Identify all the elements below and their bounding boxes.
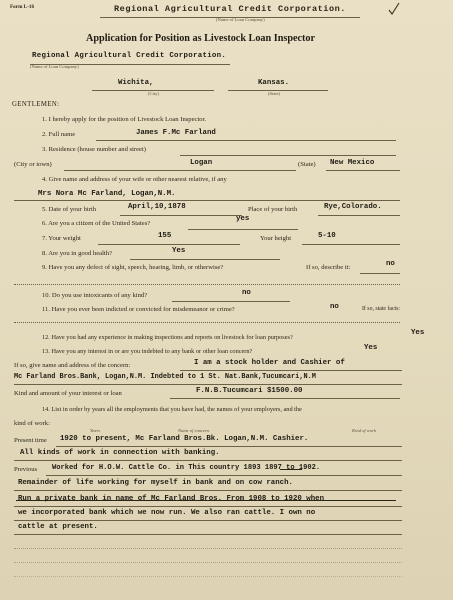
birth-date-value: April,10,1878	[128, 203, 186, 211]
birth-place-value: Rye,Colorado.	[324, 203, 382, 211]
previous-employment-value: Worked for H.O.W. Cattle Co. in This country 1893 1897 to 1902.	[52, 464, 321, 472]
col-kind: Kind of work	[352, 428, 376, 433]
citizen-value: yes	[236, 215, 250, 223]
company-name-caption: (Name of Loan Company)	[216, 17, 265, 22]
q14-label: 14. List in order by years all the employments that you have had, the names of your employers, and the	[42, 406, 302, 413]
health-value: Yes	[172, 247, 186, 255]
q8-label: 8. Are you in good health?	[42, 250, 112, 257]
company-typed-caption: (Name of Loan Company)	[30, 64, 79, 69]
q9-describe-label: If so, describe it:	[306, 264, 351, 271]
interest-kind-value: F.N.B.Tucumcari $1500.00	[196, 387, 303, 395]
weight-value: 155	[158, 232, 172, 240]
employment-line-5: Run a private bank in name of Mc Farland Bros. From 1908 to 1920 when	[18, 495, 325, 503]
company-name-print: Regional Agricultural Credit Corporation.	[114, 4, 346, 14]
defect-value: no	[386, 260, 395, 268]
employment-line-7: cattle at present.	[18, 523, 98, 531]
col-years: Years	[90, 428, 101, 433]
employment-line-2: All kinds of work in connection with banking.	[20, 449, 220, 457]
q12-label: 12. Have you had any experience in making inspections and reports on livestock for loan purposes?	[42, 334, 293, 341]
q14-label-cont: kind of work:	[14, 420, 50, 427]
company-name-typed: Regional Agricultural Credit Corporation.	[32, 52, 227, 60]
experience-value: Yes	[411, 329, 425, 337]
form-title: Application for Position as Livestock Loan Inspector	[86, 33, 316, 44]
q13-label: 13. Have you any interest in or are you indebted to any bank or other loan concern?	[42, 348, 253, 355]
residence-state-value: New Mexico	[330, 159, 375, 167]
q11-label: 11. Have you ever been indicted or convicted for misdemeanor or crime?	[42, 306, 235, 313]
full-name-value: James F.Mc Farland	[136, 129, 216, 137]
state-value: Kansas.	[258, 79, 290, 87]
previous-label: Previous	[14, 466, 38, 473]
q9-label: 9. Have you any defect of sight, speech, hearing, limb, or otherwise?	[42, 264, 224, 271]
q4-label: 4. Give name and address of your wife or other nearest relative, if any	[42, 176, 227, 183]
residence-city-value: Logan	[190, 159, 213, 167]
salutation: GENTLEMEN:	[12, 101, 60, 108]
intoxicants-value: no	[242, 289, 251, 297]
convicted-value: no	[330, 303, 339, 311]
q5-place-label: Place of your birth	[248, 206, 298, 213]
concern-value-line2: Mc Farland Bros.Bank, Logan,N.M. Indebted to 1 St. Nat.Bank,Tucumcari,N.M	[14, 373, 316, 381]
q11-state-facts: If so, state facts:	[362, 306, 400, 312]
q6-label: 6. Are you a citizen of the United States?	[42, 220, 151, 227]
q13-kind-label: Kind and amount of your interest or loan	[14, 390, 122, 397]
present-time-label: Present time	[14, 437, 47, 444]
employment-line-4: Remainder of life working for myself in bank and on cow ranch.	[18, 479, 293, 487]
q5-label: 5. Date of your birth	[42, 206, 97, 213]
concern-value-line1: I am a stock holder and Cashier of	[194, 359, 345, 367]
q7-height-label: Your height	[260, 235, 292, 242]
height-value: 5-10	[318, 232, 336, 240]
q3-state-label: (State)	[298, 161, 316, 168]
q1-label: 1. I hereby apply for the position of Livestock Loan Inspector.	[42, 116, 207, 123]
q3-city-label: (City or town)	[14, 161, 52, 168]
q10-label: 10. Do you use intoxicants of any kind?	[42, 292, 148, 299]
relative-value: Mrs Nora Mc Farland, Logan,N.M.	[38, 190, 176, 198]
present-employment-value: 1920 to present, Mc Farland Bros.Bk. Logan,N.M. Cashier.	[60, 435, 309, 443]
form-number: Form L-16	[10, 4, 35, 10]
state-caption: (State)	[268, 91, 281, 96]
q3-label: 3. Residence (house number and street)	[42, 146, 146, 153]
q7-label: 7. Your weight	[42, 235, 81, 242]
col-concern: Name of concern	[178, 428, 210, 433]
q2-label: 2. Full name	[42, 131, 76, 138]
employment-line-6: we incorporated bank which we now run. We also ran cattle. I own no	[18, 509, 316, 517]
q13-concern-label: If so, give name and address of the concern:	[14, 362, 131, 369]
bank-interest-value: Yes	[364, 344, 378, 352]
city-value: Wichita,	[118, 79, 154, 87]
check-mark-icon	[388, 2, 400, 16]
city-caption: (City)	[148, 91, 159, 96]
